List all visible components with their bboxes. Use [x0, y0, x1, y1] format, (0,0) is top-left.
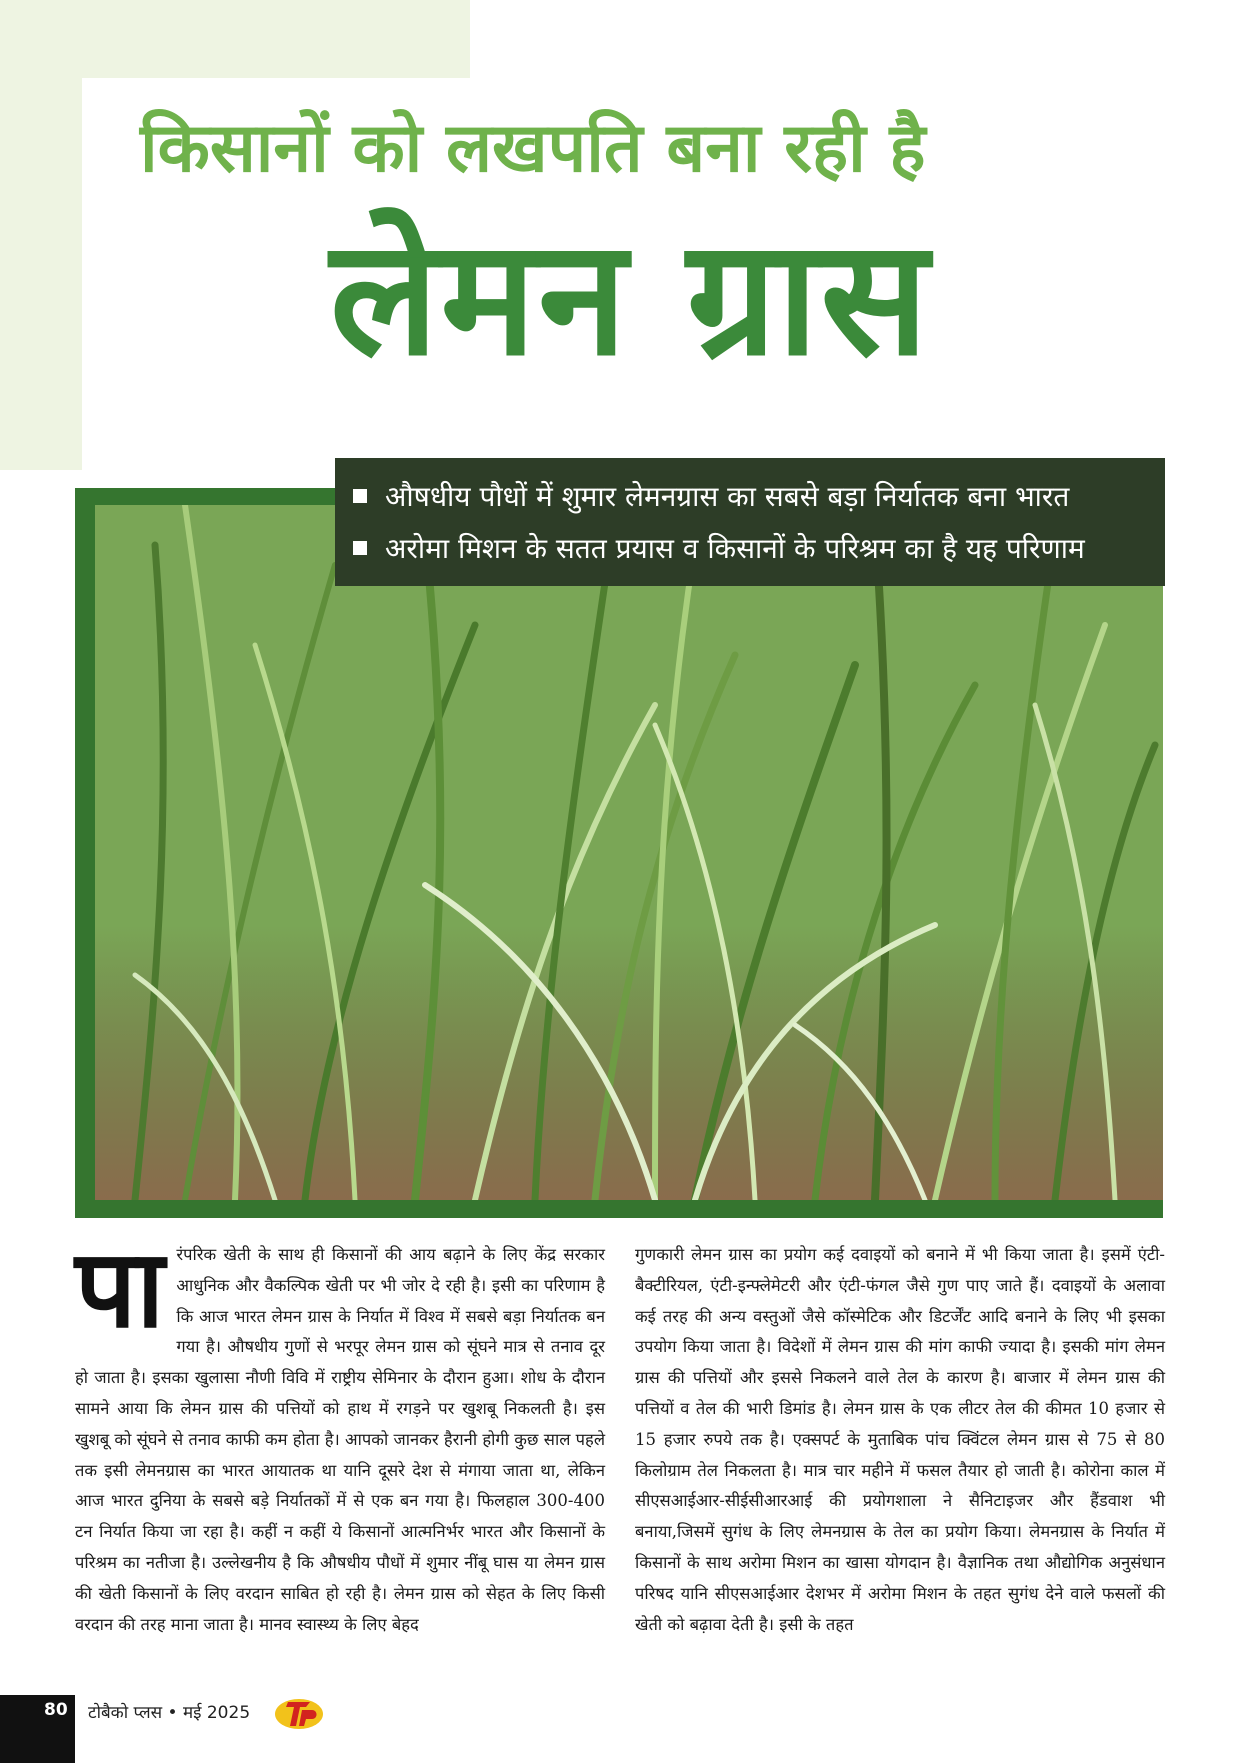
square-bullet-icon: [353, 541, 367, 555]
issue-date: मई 2025: [182, 1703, 251, 1723]
drop-cap: पा: [75, 1227, 165, 1352]
page-title: लेमन ग्रास: [330, 204, 931, 391]
highlight-text: अरोमा मिशन के सतत प्रयास व किसानों के परिश्रम का है यह परिणाम: [385, 532, 1085, 565]
footer-separator: •: [167, 1703, 178, 1723]
publication-logo-icon: [272, 1692, 326, 1732]
publication-name: टोबैको प्लस: [88, 1703, 163, 1723]
highlights-box: [335, 458, 1165, 586]
highlight-text: औषधीय पौधों में शुमार लेमनग्रास का सबसे बड़ा निर्यातक बना भारत: [385, 480, 1070, 513]
kicker-title: किसानों को लखपति बना रही है: [140, 109, 926, 188]
article-text: रंपरिक खेती के साथ ही किसानों की आय बढ़ाने के लिए केंद्र सरकार आधुनिक और वैकल्पिक खेती पर भी जोर दे रही है। इसी का परिणाम है कि आज भारत लेमन ग्रास के निर्यात में विश्व में सबसे बड़ा निर्यातक बन गया है। औषधीय गुणों से भरपूर लेमन ग्रास को सूंघने मात्र से तनाव दूर हो जाता है। इसका खुलासा नौणी विवि में राष्ट्रीय सेमिनार के दौरान हुआ। शोध के दौरान सामने आया कि लेमन ग्रास की पत्तियों को हाथ में रगड़ने पर खुशबू निकलती है। इस खुशबू को सूंघने से तनाव काफी कम होता है। आपको जानकर हैरानी होगी कुछ साल पहले तक इसी लेमनग्रास का भारत आयातक था यानि दूसरे देश से मंगाया जाता था, लेकिन आज भारत दुनिया के सबसे बड़े निर्यातकों में से एक बन गया है। फिलहाल 300-400 टन निर्यात किया जा रहा है। कहीं न कहीं ये किसानों आत्मनिर्भर भारत और किसानों के परिश्रम का नतीजा है। उल्लेखनीय है कि औषधीय पौधों में शुमार नींबू घास या लेमन ग्रास की खेती किसानों के लिए वरदान साबित हो रही है। लेमन ग्रास को सेहत के लिए किसी वरदान की तरह माना जाता है। मानव स्वास्थ्य के लिए बेहद: [75, 1245, 605, 1634]
square-bullet-icon: [353, 489, 367, 503]
lemongrass-photo: [95, 505, 1163, 1200]
article-column-2: [635, 1240, 1165, 1640]
page-number: 80: [44, 1700, 68, 1720]
highlight-item: [353, 522, 1147, 574]
highlight-item: [353, 470, 1147, 522]
grass-illustration: [95, 505, 1163, 1200]
article-text: गुणकारी लेमन ग्रास का प्रयोग कई दवाइयों को बनाने में भी किया जाता है। इसमें एंटी-बैक्टीरियल, एंटी-इन्फ्लेमेटरी और एंटी-फंगल जैसे गुण पाए जाते हैं। दवाइयों के अलावा कई तरह की अन्य वस्तुओं जैसे कॉस्मेटिक और डिटर्जेंट आदि बनाने के लिए भी इसका उपयोग किया जाता है। विदेशों में लेमन ग्रास की मांग काफी ज्यादा है। इसकी मांग लेमन ग्रास की पत्तियों और इससे निकलने वाले तेल के कारण है। बाजार में लेमन ग्रास की पत्तियों व तेल की भारी डिमांड है। लेमन ग्रास के एक लीटर तेल की कीमत 10 हजार से 15 हजार रुपये तक है। एक्सपर्ट के मुताबिक पांच क्विंटल लेमन ग्रास से 75 से 80 किलोग्राम तेल निकलता है। मात्र चार महीने में फसल तैयार हो जाती है। कोरोना काल में सीएसआईआर-सीईसीआरआई की प्रयोगशाला ने सैनिटाइजर और हैंडवाश भी बनाया,जिसमें सुगंध के लिए लेमनग्रास के तेल का प्रयोग किया। लेमनग्रास के निर्यात में किसानों के साथ अरोमा मिशन का खासा योगदान है। वैज्ञानिक तथा औद्योगिक अनुसंधान परिषद यानि सीएसआईआर देशभर में अरोमा मिशन के तहत सुगंध देने वाले फसलों की खेती को बढ़ावा देती है। इसी के तहत: [635, 1245, 1165, 1634]
article-column-1: [75, 1227, 605, 1640]
footer-credit: [88, 1700, 250, 1723]
